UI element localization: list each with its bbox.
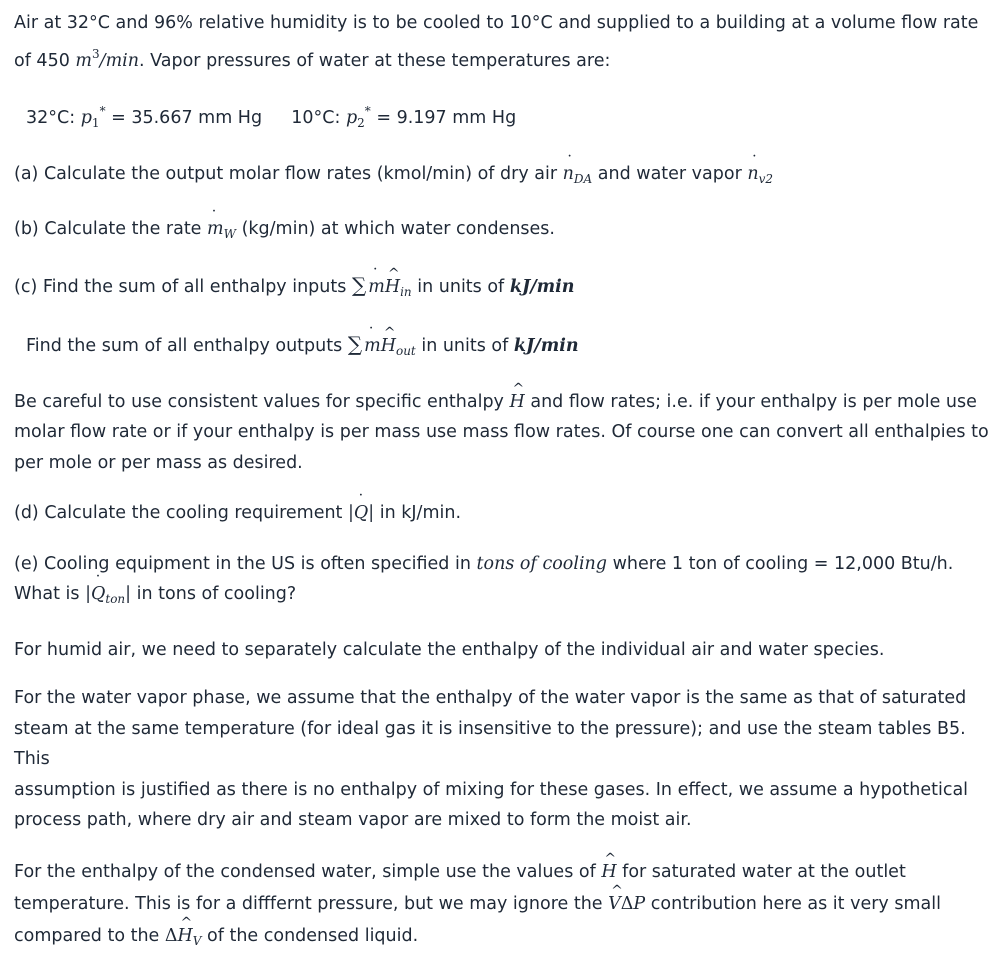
condensed-line2b: contribution here as it very small [650, 893, 941, 914]
condensed-line1b: for saturated water at the outlet [622, 861, 906, 882]
part-a-text: (a) Calculate the output molar flow rates (kmol/min) of dry air [14, 163, 558, 184]
v-hat-symbol: ^ V [608, 888, 621, 920]
part-e-text1: (e) Cooling equipment in the US is often specified in [14, 553, 471, 574]
m-water-symbol: ˙ m [207, 214, 224, 245]
q-ton-subscript: ton [105, 592, 126, 606]
part-c-unit: kJ/min [509, 276, 575, 297]
part-e-text2: where 1 ton of cooling = 12,000 Btu/h. [612, 553, 954, 574]
p2-symbol: p [345, 108, 358, 128]
q-dot-symbol: ˙ Q [354, 498, 368, 529]
p2-superscript: * [364, 104, 371, 118]
part-c2-unit: kJ/min [513, 336, 579, 356]
part-e-line2b: in tons of cooling? [136, 584, 297, 604]
condensed-line3b: of the condensed liquid. [207, 925, 419, 946]
p2-value: = 9.197 mm Hg [370, 108, 517, 128]
part-e [14, 549, 990, 615]
condensed-water-paragraph [14, 856, 990, 957]
part-b [14, 214, 990, 250]
h-out-subscript: out [395, 344, 416, 358]
part-c [14, 270, 990, 308]
p1-superscript: * [99, 104, 106, 118]
h-hat-symbol-out: ^ H [381, 331, 396, 362]
p-symbol: P [633, 893, 646, 914]
intro-text-line2: of 450 [14, 50, 70, 71]
intro-paragraph [14, 8, 990, 76]
unit-per-min: /min [99, 50, 140, 71]
temp-1: 32°C: [26, 108, 76, 128]
tons-of-cooling-term: tons of cooling [476, 553, 608, 574]
h-vap-subscript: V [192, 933, 202, 948]
h-hat-condensed: ^ H [601, 856, 616, 888]
condensed-line1a: For the enthalpy of the condensed water, simple use the values of [14, 861, 596, 882]
n-dry-air-subscript: DA [573, 171, 593, 186]
n-vapor-symbol: ˙ n [747, 159, 758, 190]
unit-exponent: 3 [92, 46, 100, 61]
condensed-line3a: compared to the [14, 925, 160, 946]
h-in-subscript: in [400, 284, 412, 299]
intro-text-line1: Air at 32°C and 96% relative humidity is to be cooled to 10°C and supplied to a building at a volume flow rate [14, 13, 979, 33]
vapor-phase-line2: steam at the same temperature (for ideal gas it is insensitive to the pressure); and use the steam tables B5. This [14, 718, 966, 769]
careful-line3: per mole or per mass as desired. [14, 452, 303, 473]
part-a [14, 159, 990, 195]
abs-bar-left: | [348, 503, 354, 523]
abs-bar-left-ton: | [85, 584, 92, 604]
abs-bar-right: | [368, 503, 375, 523]
p2-subscript: 2 [357, 116, 365, 130]
sigma-symbol: ∑ [351, 272, 367, 297]
humid-air-paragraph [14, 635, 990, 666]
unit-m: m [75, 50, 93, 71]
vapor-phase-line3: assumption is justified as there is no enthalpy of mixing for these gases. In effect, we assume a hypothetical [14, 779, 969, 800]
delta-symbol: Δ [620, 893, 634, 914]
part-b-text2: (kg/min) at which water condenses. [241, 219, 555, 239]
part-d-text2: in kJ/min. [379, 503, 462, 523]
p1-subscript: 1 [91, 116, 100, 130]
part-b-text1: (b) Calculate the rate [14, 219, 202, 239]
vapor-pressure-line [14, 96, 990, 139]
careful-line2: molar flow rate or if your enthalpy is per mass use mass flow rates. Of course one can convert all enthalpies to [14, 422, 989, 442]
p1-symbol: p [80, 108, 92, 128]
part-c-text2: in units of [417, 276, 505, 297]
m-dot-symbol-out: ˙ m [364, 331, 381, 362]
part-c-outputs [14, 329, 990, 367]
h-hat-vap: ^ H [178, 920, 193, 952]
m-water-subscript: W [223, 227, 236, 241]
part-c2-text1: Find the sum of all enthalpy outputs [26, 336, 343, 356]
part-a-and: and water vapor [597, 163, 742, 184]
intro-text-line2-end: . Vapor pressures of water at these temperatures are: [139, 50, 611, 71]
condensed-line2a: temperature. This is for a difffernt pressure, but we may ignore the [14, 893, 603, 914]
part-c-text1: (c) Find the sum of all enthalpy inputs [14, 276, 347, 297]
part-d [14, 498, 990, 529]
sigma-symbol-out: ∑ [347, 332, 363, 356]
part-c2-text2: in units of [421, 336, 509, 356]
careful-text2: and flow rates; i.e. if your enthalpy is per mole use [530, 391, 977, 412]
n-dry-air-symbol: ˙ n [563, 159, 574, 190]
careful-text1: Be careful to use consistent values for specific enthalpy [14, 391, 504, 412]
vapor-phase-line1: For the water vapor phase, we assume that the enthalpy of the water vapor is the same as that of saturated [14, 688, 967, 708]
h-hat-careful: ^ H [510, 387, 525, 418]
temp-2: 10°C: [291, 108, 341, 128]
vapor-phase-paragraph [14, 683, 990, 836]
m-dot-symbol: ˙ m [368, 272, 385, 303]
part-e-line2a: What is [14, 584, 80, 604]
vapor-phase-line4: process path, where dry air and steam vapor are mixed to form the moist air. [14, 810, 692, 830]
humid-text: For humid air, we need to separately calculate the enthalpy of the individual air and water species. [14, 639, 885, 660]
n-vapor-subscript: v2 [758, 171, 774, 186]
p1-value: = 35.667 mm Hg [105, 108, 263, 128]
h-hat-symbol: ^ H [385, 272, 400, 303]
abs-bar-right-ton: | [125, 584, 132, 604]
q-ton-symbol: ˙ Q [91, 579, 105, 610]
careful-paragraph [14, 387, 990, 479]
part-d-text1: (d) Calculate the cooling requirement [14, 503, 343, 523]
delta-symbol-2: Δ [164, 925, 178, 946]
